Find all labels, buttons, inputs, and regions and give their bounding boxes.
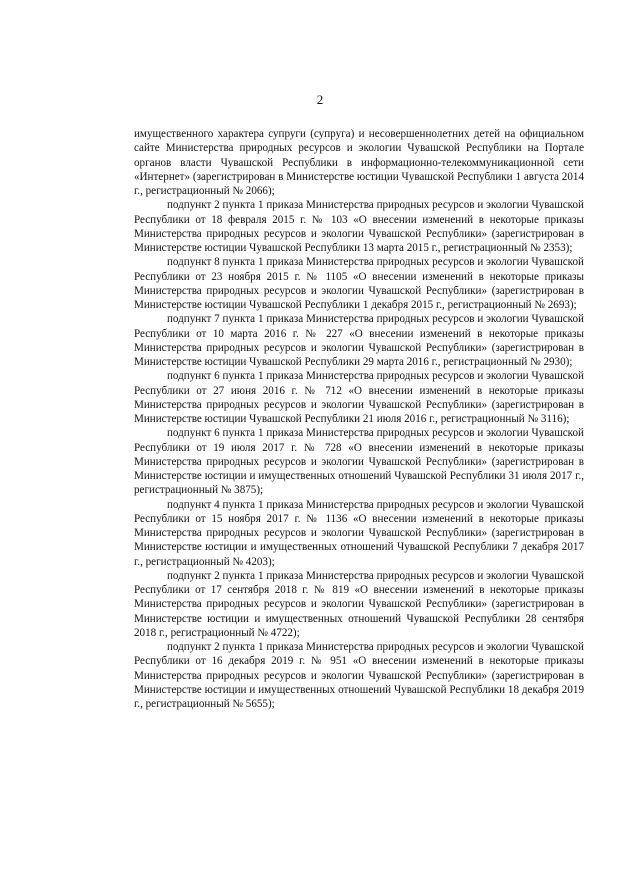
document-body (134, 127, 584, 711)
paragraph-subpoint: подпункт 7 пункта 1 приказа Министерства природных ресурсов и экологии Чувашской Республики от 10 марта 2016 г. № 227 «О внесении изменений в некоторые приказы Министерства природных ресурсов и экологии Чувашской Республики» (зарегистрирован в Министерстве юстиции Чувашской Республики 29 марта 2016 г., регистрационный № 2930); (134, 313, 584, 368)
paragraph-subpoint: подпункт 6 пункта 1 приказа Министерства природных ресурсов и экологии Чувашской Республики от 19 июля 2017 г. № 728 «О внесении изменений в некоторые приказы Министерства природных ресурсов и экологии Чувашской Республики» (зарегистрирован в Министерстве юстиции и имущественных отношений Чувашской Республики 31 июля 2017 г., регистрационный № 3875); (134, 427, 584, 497)
paragraph-subpoint: подпункт 2 пункта 1 приказа Министерства природных ресурсов и экологии Чувашской Республики от 18 февраля 2015 г. № 103 «О внесении изменений в некоторые приказы Министерства природных ресурсов и экологии Чувашской Республики» (зарегистрирован в Министерстве юстиции Чувашской Республики 13 марта 2015 г., регистрационный № 2353); (134, 199, 584, 254)
paragraph-subpoint: подпункт 2 пункта 1 приказа Министерства природных ресурсов и экологии Чувашской Республики от 16 декабря 2019 г. № 951 «О внесении изменений в некоторые приказы Министерства природных ресурсов и экологии Чувашской Республики» (зарегистрирован в Министерстве юстиции и имущественных отношений Чувашской Республики 18 декабря 2019 г., регистрационный № 5655); (134, 641, 584, 710)
paragraph-subpoint: подпункт 4 пункта 1 приказа Министерства природных ресурсов и экологии Чувашской Республики от 15 ноября 2017 г. № 1136 «О внесении изменений в некоторые приказы Министерства природных ресурсов и экологии Чувашской Республики» (зарегистрирован в Министерстве юстиции и имущественных отношений Чувашской Республики 7 декабря 2017 г., регистрационный № 4203); (134, 498, 584, 568)
paragraph-subpoint: подпункт 6 пункта 1 приказа Министерства природных ресурсов и экологии Чувашской Республики от 27 июня 2016 г. № 712 «О внесении изменений в некоторые приказы Министерства природных ресурсов и экологии Чувашской Республики» (зарегистрирован в Министерстве юстиции Чувашской Республики 21 июля 2016 г., регистрационный № 3116); (134, 370, 584, 425)
paragraph-continuation: имущественного характера супруги (супруга) и несовершеннолетних детей на официальном сайте Министерства природных ресурсов и экологии Чувашской Республики на Портале органов власти Чувашской Республики в информационно-телекоммуникационной сети «Интернет» (зарегистрирован в Министерстве юстиции Чувашской Республики 1 августа 2014 г., регистрационный № 2066); (134, 128, 584, 197)
page-number: 2 (316, 92, 324, 107)
paragraph-subpoint: подпункт 8 пункта 1 приказа Министерства природных ресурсов и экологии Чувашской Республики от 23 ноября 2015 г. № 1105 «О внесении изменений в некоторые приказы Министерства природных ресурсов и экологии Чувашской Республики» (зарегистрирован в Министерстве юстиции Чувашской Республики 1 декабря 2015 г., регистрационный № 2693); (134, 256, 584, 311)
paragraph-subpoint: подпункт 2 пункта 1 приказа Министерства природных ресурсов и экологии Чувашской Республики от 17 сентября 2018 г. № 819 «О внесении изменений в некоторые приказы Министерства природных ресурсов и экологии Чувашской Республики» (зарегистрирован в Министерстве юстиции и имущественных отношений Чувашской Республики 28 сентября 2018 г., регистрационный № 4722); (134, 569, 584, 639)
